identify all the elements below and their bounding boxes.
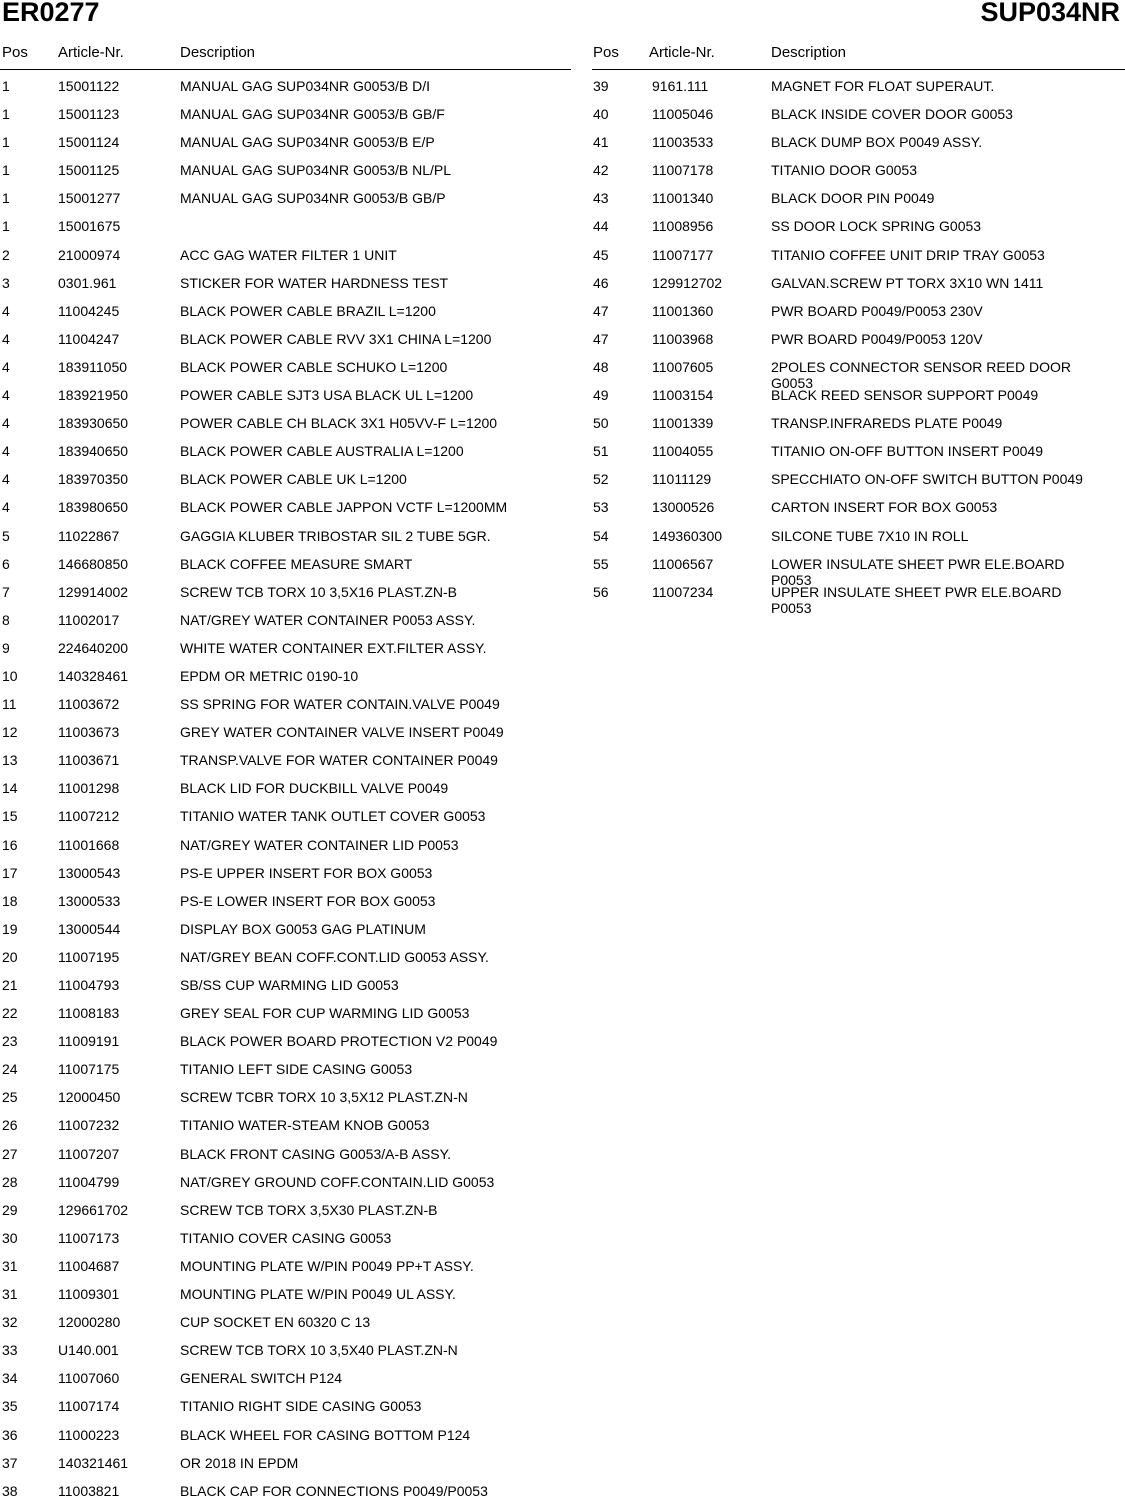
- pos-cell: 16: [2, 836, 18, 853]
- description-cell: SCREW TCB TORX 3,5X30 PLAST.ZN-B: [180, 1201, 438, 1218]
- column-header-article: Article-Nr.: [649, 44, 715, 61]
- description-cell: BLACK DOOR PIN P0049: [771, 190, 935, 207]
- description-cell: NAT/GREY GROUND COFF.CONTAIN.LID G0053: [180, 1173, 495, 1190]
- table-row: [0, 528, 571, 556]
- article-number-cell: 15001675: [58, 218, 121, 235]
- description-cell: OR 2018 IN EPDM: [180, 1454, 299, 1471]
- article-number-cell: 9161.111: [652, 78, 709, 94]
- description-cell: TRANSP.INFRAREDS PLATE P0049: [771, 415, 1003, 432]
- article-number-cell: 11007234: [652, 583, 714, 600]
- pos-cell: 1: [2, 134, 10, 151]
- table-row: [0, 499, 571, 527]
- article-number-cell: 15001125: [58, 162, 120, 179]
- table-row: [0, 1061, 571, 1089]
- pos-cell: 14: [2, 780, 18, 797]
- article-number-cell: 11001298: [58, 780, 120, 797]
- description-cell: MANUAL GAG SUP034NR G0053/B GB/F: [180, 106, 445, 123]
- table-body: [592, 78, 1125, 616]
- article-number-cell: 11003671: [58, 752, 120, 769]
- column-header-pos: Pos: [593, 44, 619, 61]
- table-row: [0, 696, 571, 724]
- article-number-cell: 13000533: [58, 892, 121, 909]
- article-number-cell: 11006567: [652, 555, 714, 572]
- article-number-cell: 11001340: [652, 190, 714, 207]
- article-number-cell: 11005046: [652, 106, 714, 123]
- description-cell: MANUAL GAG SUP034NR G0053/B D/I: [180, 78, 431, 94]
- description-cell: BLACK POWER CABLE JAPPON VCTF L=1200MM: [180, 499, 508, 516]
- article-number-cell: 13000526: [652, 499, 715, 516]
- description-cell: BLACK POWER CABLE RVV 3X1 CHINA L=1200: [180, 330, 492, 347]
- pos-cell: 40: [593, 106, 609, 123]
- pos-cell: 47: [593, 302, 609, 319]
- table-row: [0, 1089, 571, 1117]
- pos-cell: 35: [2, 1398, 18, 1415]
- pos-cell: 31: [2, 1286, 18, 1303]
- description-cell: PWR BOARD P0049/P0053 230V: [771, 302, 983, 319]
- article-number-cell: 12000280: [58, 1314, 121, 1331]
- table-row: [592, 331, 1125, 359]
- table-row: [0, 640, 571, 668]
- model-code: SUP034NR: [980, 0, 1120, 27]
- description-cell: ACC GAG WATER FILTER 1 UNIT: [180, 246, 397, 263]
- table-row: [592, 275, 1125, 303]
- table-row: [0, 752, 571, 780]
- parts-table-left: [0, 43, 571, 1511]
- description-cell: BLACK FRONT CASING G0053/A-B ASSY.: [180, 1145, 452, 1162]
- article-number-cell: 11007173: [58, 1229, 120, 1246]
- pos-cell: 43: [593, 190, 609, 207]
- article-number-cell: 11001668: [58, 836, 120, 853]
- article-number-cell: 11003533: [652, 134, 714, 151]
- description-cell: CUP SOCKET EN 60320 C 13: [180, 1314, 371, 1331]
- article-number-cell: 12000450: [58, 1089, 121, 1106]
- article-number-cell: 11007605: [652, 358, 714, 375]
- pos-cell: 9: [2, 639, 10, 656]
- table-row: [0, 1117, 571, 1145]
- article-number-cell: 13000543: [58, 864, 121, 881]
- table-row: [592, 499, 1125, 527]
- article-number-cell: 224640200: [58, 639, 129, 656]
- article-number-cell: 11003672: [58, 696, 120, 713]
- table-row: [592, 190, 1125, 218]
- article-number-cell: 11009191: [58, 1033, 120, 1050]
- description-cell: TITANIO COVER CASING G0053: [180, 1229, 392, 1246]
- article-number-cell: 15001124: [58, 134, 120, 151]
- description-cell: SB/SS CUP WARMING LID G0053: [180, 977, 399, 993]
- description-cell: TITANIO COFFEE UNIT DRIP TRAY G0053: [771, 246, 1045, 263]
- pos-cell: 22: [2, 1005, 18, 1022]
- table-row: [0, 1483, 571, 1511]
- pos-cell: 54: [593, 527, 609, 544]
- description-cell: GREY SEAL FOR CUP WARMING LID G0053: [180, 1005, 470, 1022]
- article-number-cell: 13000544: [58, 920, 121, 937]
- article-number-cell: 183911050: [58, 358, 128, 375]
- description-cell: BLACK CAP FOR CONNECTIONS P0049/P0053: [180, 1482, 488, 1499]
- table-row: [0, 893, 571, 921]
- pos-cell: 6: [2, 555, 10, 572]
- description-cell: TITANIO RIGHT SIDE CASING G0053: [180, 1398, 422, 1415]
- article-number-cell: 11009301: [58, 1286, 120, 1303]
- table-row: [0, 780, 571, 808]
- table-row: [592, 247, 1125, 275]
- table-row: [0, 134, 571, 162]
- pos-cell: 31: [2, 1257, 18, 1274]
- pos-cell: 4: [2, 415, 10, 432]
- table-row: [0, 1314, 571, 1342]
- column-header-pos: Pos: [2, 44, 28, 61]
- description-cell: GAGGIA KLUBER TRIBOSTAR SIL 2 TUBE 5GR.: [180, 527, 491, 544]
- table-row: [0, 1370, 571, 1398]
- pos-cell: 26: [2, 1117, 18, 1134]
- description-cell: BLACK POWER CABLE SCHUKO L=1200: [180, 358, 448, 375]
- table-row: [592, 162, 1125, 190]
- description-cell: BLACK REED SENSOR SUPPORT P0049: [771, 387, 1039, 404]
- article-number-cell: 11007207: [58, 1145, 120, 1162]
- pos-cell: 4: [2, 330, 10, 347]
- description-cell: BLACK POWER CABLE AUSTRALIA L=1200: [180, 443, 464, 460]
- table-row: [592, 218, 1125, 246]
- article-number-cell: 129914002: [58, 583, 129, 600]
- pos-cell: 53: [593, 499, 609, 516]
- pos-cell: 1: [2, 78, 10, 94]
- pos-cell: 4: [2, 387, 10, 404]
- pos-cell: 12: [2, 724, 18, 741]
- document-code: ER0277: [2, 0, 100, 27]
- description-cell: UPPER INSULATE SHEET PWR ELE.BOARD P0053: [771, 583, 1062, 616]
- table-row: [0, 78, 571, 106]
- table-row: [0, 190, 571, 218]
- pos-cell: 44: [593, 218, 609, 235]
- pos-cell: 4: [2, 443, 10, 460]
- table-row: [0, 1342, 571, 1370]
- article-number-cell: 11011129: [652, 471, 712, 488]
- description-cell: TITANIO ON-OFF BUTTON INSERT P0049: [771, 443, 1044, 460]
- article-number-cell: 11004055: [652, 443, 714, 460]
- description-cell: MAGNET FOR FLOAT SUPERAUT.: [771, 78, 995, 94]
- pos-cell: 49: [593, 387, 609, 404]
- table-row: [0, 1230, 571, 1258]
- article-number-cell: 140328461: [58, 667, 129, 684]
- description-cell: NAT/GREY WATER CONTAINER LID P0053: [180, 836, 459, 853]
- pos-cell: 1: [2, 190, 10, 207]
- pos-cell: 25: [2, 1089, 18, 1106]
- article-number-cell: 129661702: [58, 1201, 129, 1218]
- pos-cell: 4: [2, 302, 10, 319]
- article-number-cell: 11007195: [58, 948, 120, 965]
- article-number-cell: 15001277: [58, 190, 121, 207]
- table-row: [0, 865, 571, 893]
- table-row: [592, 415, 1125, 443]
- article-number-cell: 183930650: [58, 415, 129, 432]
- description-cell: GALVAN.SCREW PT TORX 3X10 WN 1411: [771, 274, 1044, 291]
- table-row: [0, 218, 571, 246]
- table-row: [0, 921, 571, 949]
- description-cell: MOUNTING PLATE W/PIN P0049 PP+T ASSY.: [180, 1257, 474, 1274]
- description-cell: SCREW TCBR TORX 10 3,5X12 PLAST.ZN-N: [180, 1089, 468, 1106]
- pos-cell: 10: [2, 667, 18, 684]
- description-cell: MANUAL GAG SUP034NR G0053/B NL/PL: [180, 162, 452, 179]
- pos-cell: 37: [2, 1454, 18, 1471]
- pos-cell: 28: [2, 1173, 18, 1190]
- table-row: [592, 528, 1125, 556]
- article-number-cell: 11004799: [58, 1173, 120, 1190]
- table-row: [0, 1286, 571, 1314]
- pos-cell: 52: [593, 471, 609, 488]
- table-row: [0, 1258, 571, 1286]
- description-cell: STICKER FOR WATER HARDNESS TEST: [180, 274, 449, 291]
- description-cell: DISPLAY BOX G0053 GAG PLATINUM: [180, 920, 426, 937]
- pos-cell: 27: [2, 1145, 18, 1162]
- pos-cell: 24: [2, 1061, 18, 1078]
- description-cell: CARTON INSERT FOR BOX G0053: [771, 499, 998, 516]
- table-row: [0, 303, 571, 331]
- description-cell: MOUNTING PLATE W/PIN P0049 UL ASSY.: [180, 1286, 456, 1303]
- table-row: [0, 584, 571, 612]
- description-cell: BLACK WHEEL FOR CASING BOTTOM P124: [180, 1426, 471, 1443]
- table-row: [592, 78, 1125, 106]
- article-number-cell: 183970350: [58, 471, 129, 488]
- pos-cell: 20: [2, 948, 18, 965]
- description-cell: SCREW TCB TORX 10 3,5X16 PLAST.ZN-B: [180, 583, 457, 600]
- article-number-cell: 11007175: [58, 1061, 120, 1078]
- pos-cell: 33: [2, 1342, 18, 1359]
- description-cell: BLACK LID FOR DUCKBILL VALVE P0049: [180, 780, 449, 797]
- article-number-cell: 11007060: [58, 1370, 120, 1387]
- article-number-cell: 11001360: [652, 302, 714, 319]
- pos-cell: 4: [2, 471, 10, 488]
- pos-cell: 48: [593, 358, 609, 375]
- pos-cell: 21: [2, 977, 18, 993]
- description-cell: TITANIO WATER-STEAM KNOB G0053: [180, 1117, 430, 1134]
- description-cell: WHITE WATER CONTAINER EXT.FILTER ASSY.: [180, 639, 487, 656]
- table-row: [0, 471, 571, 499]
- table-row: [0, 668, 571, 696]
- table-row: [0, 443, 571, 471]
- description-cell: SS SPRING FOR WATER CONTAIN.VALVE P0049: [180, 696, 500, 713]
- article-number-cell: 11003154: [652, 387, 714, 404]
- pos-cell: 50: [593, 415, 609, 432]
- table-row: [0, 1174, 571, 1202]
- pos-cell: 41: [593, 134, 609, 151]
- description-cell: GENERAL SWITCH P124: [180, 1370, 343, 1387]
- table-row: [0, 1398, 571, 1426]
- article-number-cell: 0301.961: [58, 274, 117, 291]
- pos-cell: 23: [2, 1033, 18, 1050]
- article-number-cell: 11022867: [58, 527, 120, 544]
- article-number-cell: 11003821: [58, 1482, 120, 1499]
- table-row: [0, 247, 571, 275]
- article-number-cell: 149360300: [652, 527, 723, 544]
- description-cell: TITANIO LEFT SIDE CASING G0053: [180, 1061, 413, 1078]
- table-row: [0, 612, 571, 640]
- pos-cell: 1: [2, 106, 10, 123]
- description-cell: BLACK POWER BOARD PROTECTION V2 P0049: [180, 1033, 498, 1050]
- article-number-cell: 11002017: [58, 611, 120, 628]
- pos-cell: 34: [2, 1370, 18, 1387]
- table-row: [592, 106, 1125, 134]
- pos-cell: 15: [2, 808, 18, 825]
- article-number-cell: 11007177: [652, 246, 714, 263]
- table-row: [592, 358, 1125, 391]
- pos-cell: 17: [2, 864, 18, 881]
- pos-cell: 1: [2, 218, 10, 235]
- pos-cell: 11: [2, 696, 17, 713]
- article-number-cell: 11004247: [58, 330, 120, 347]
- article-number-cell: 11003968: [652, 330, 714, 347]
- table-row: [0, 359, 571, 387]
- article-number-cell: 11007178: [652, 162, 714, 179]
- description-cell: NAT/GREY WATER CONTAINER P0053 ASSY.: [180, 611, 476, 628]
- table-row: [592, 134, 1125, 162]
- description-cell: EPDM OR METRIC 0190-10: [180, 667, 359, 684]
- column-header-description: Description: [180, 44, 256, 61]
- table-row: [592, 583, 1125, 616]
- pos-cell: 42: [593, 162, 609, 179]
- table-row: [0, 1427, 571, 1455]
- article-number-cell: 15001122: [58, 78, 120, 94]
- pos-cell: 3: [2, 274, 10, 291]
- description-cell: GREY WATER CONTAINER VALVE INSERT P0049: [180, 724, 504, 741]
- pos-cell: 5: [2, 527, 10, 544]
- article-number-cell: 11003673: [58, 724, 120, 741]
- pos-cell: 7: [2, 583, 10, 600]
- pos-cell: 29: [2, 1201, 18, 1218]
- pos-cell: 36: [2, 1426, 18, 1443]
- description-cell: SPECCHIATO ON-OFF SWITCH BUTTON P0049: [771, 471, 1083, 488]
- table-row: [592, 443, 1125, 471]
- article-number-cell: 146680850: [58, 555, 129, 572]
- description-cell: 2POLES CONNECTOR SENSOR REED DOOR G0053: [771, 358, 1072, 391]
- description-cell: POWER CABLE CH BLACK 3X1 H05VV-F L=1200: [180, 415, 498, 432]
- article-number-cell: 140321461: [58, 1454, 129, 1471]
- description-cell: PWR BOARD P0049/P0053 120V: [771, 330, 983, 347]
- description-cell: SCREW TCB TORX 10 3,5X40 PLAST.ZN-N: [180, 1342, 458, 1359]
- table-row: [0, 162, 571, 190]
- table-row: [592, 303, 1125, 331]
- description-cell: NAT/GREY BEAN COFF.CONT.LID G0053 ASSY.: [180, 948, 489, 965]
- description-cell: PS-E LOWER INSERT FOR BOX G0053: [180, 892, 436, 909]
- pos-cell: 19: [2, 920, 18, 937]
- table-row: [0, 331, 571, 359]
- pos-cell: 4: [2, 499, 10, 516]
- description-cell: MANUAL GAG SUP034NR G0053/B GB/P: [180, 190, 446, 207]
- article-number-cell: 11004245: [58, 302, 120, 319]
- pos-cell: 38: [2, 1482, 18, 1499]
- table-row: [0, 1455, 571, 1483]
- pos-cell: 13: [2, 752, 18, 769]
- table-row: [0, 1033, 571, 1061]
- description-cell: TRANSP.VALVE FOR WATER CONTAINER P0049: [180, 752, 498, 769]
- article-number-cell: 11004793: [58, 977, 120, 993]
- article-number-cell: 11000223: [58, 1426, 120, 1443]
- article-number-cell: 11001339: [652, 415, 714, 432]
- pos-cell: 45: [593, 246, 609, 263]
- pos-cell: 47: [593, 330, 609, 347]
- column-header-article: Article-Nr.: [58, 44, 124, 61]
- article-number-cell: 11007232: [58, 1117, 120, 1134]
- article-number-cell: 11004687: [58, 1257, 120, 1274]
- description-cell: BLACK DUMP BOX P0049 ASSY.: [771, 134, 983, 151]
- pos-cell: 4: [2, 358, 10, 375]
- article-number-cell: 15001123: [58, 106, 120, 123]
- article-number-cell: 183940650: [58, 443, 129, 460]
- pos-cell: 1: [2, 162, 10, 179]
- pos-cell: 56: [593, 583, 609, 600]
- article-number-cell: 11008956: [652, 218, 714, 235]
- table-row: [0, 275, 571, 303]
- pos-cell: 30: [2, 1229, 18, 1246]
- column-header-description: Description: [771, 44, 847, 61]
- pos-cell: 2: [2, 246, 10, 263]
- pos-cell: 32: [2, 1314, 18, 1331]
- table-row: [0, 1005, 571, 1033]
- pos-cell: 18: [2, 892, 18, 909]
- article-number-cell: 183921950: [58, 387, 129, 404]
- article-number-cell: 11007174: [58, 1398, 120, 1415]
- table-row: [592, 555, 1125, 588]
- description-cell: LOWER INSULATE SHEET PWR ELE.BOARD P0053: [771, 555, 1065, 588]
- table-row: [592, 471, 1125, 499]
- table-row: [0, 1202, 571, 1230]
- description-cell: BLACK POWER CABLE BRAZIL L=1200: [180, 302, 436, 319]
- table-body: [0, 78, 571, 1511]
- pos-cell: 51: [593, 443, 609, 460]
- table-row: [0, 977, 571, 1005]
- article-number-cell: 183980650: [58, 499, 129, 516]
- pos-cell: 55: [593, 555, 609, 572]
- table-row: [0, 724, 571, 752]
- description-cell: SILCONE TUBE 7X10 IN ROLL: [771, 527, 969, 544]
- description-cell: PS-E UPPER INSERT FOR BOX G0053: [180, 864, 433, 881]
- description-cell: BLACK INSIDE COVER DOOR G0053: [771, 106, 1013, 123]
- table-header: [592, 43, 1125, 70]
- description-cell: BLACK COFFEE MEASURE SMART: [180, 555, 413, 572]
- description-cell: MANUAL GAG SUP034NR G0053/B E/P: [180, 134, 435, 151]
- table-row: [0, 415, 571, 443]
- pos-cell: 39: [593, 78, 609, 94]
- table-row: [0, 808, 571, 836]
- table-row: [592, 387, 1125, 415]
- table-row: [0, 949, 571, 977]
- article-number-cell: 11008183: [58, 1005, 120, 1022]
- pos-cell: 8: [2, 611, 10, 628]
- description-cell: SS DOOR LOCK SPRING G0053: [771, 218, 982, 235]
- article-number-cell: 21000974: [58, 246, 121, 263]
- article-number-cell: 11007212: [58, 808, 120, 825]
- description-cell: BLACK POWER CABLE UK L=1200: [180, 471, 407, 488]
- table-row: [0, 106, 571, 134]
- description-cell: TITANIO WATER TANK OUTLET COVER G0053: [180, 808, 486, 825]
- parts-table-right: [592, 43, 1125, 616]
- description-cell: POWER CABLE SJT3 USA BLACK UL L=1200: [180, 387, 474, 404]
- table-row: [0, 556, 571, 584]
- table-row: [0, 1146, 571, 1174]
- table-row: [0, 387, 571, 415]
- article-number-cell: 129912702: [652, 274, 723, 291]
- description-cell: TITANIO DOOR G0053: [771, 162, 917, 179]
- table-row: [0, 837, 571, 865]
- article-number-cell: U140.001: [58, 1342, 119, 1359]
- table-header: [0, 43, 571, 70]
- pos-cell: 46: [593, 274, 609, 291]
